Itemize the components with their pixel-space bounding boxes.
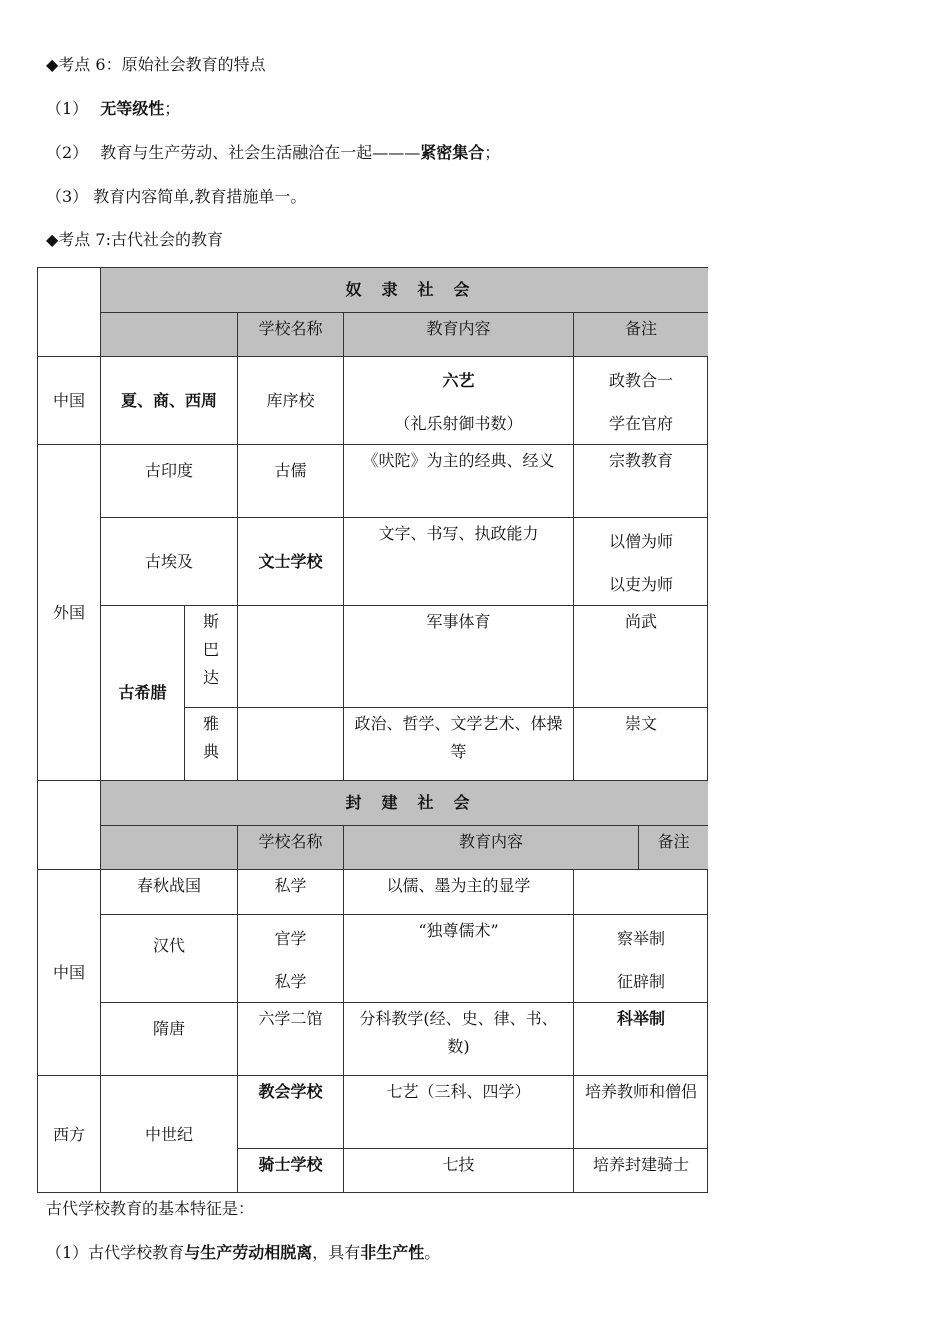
slave-china-content: [344, 357, 574, 445]
summary-point-1: [46, 1240, 440, 1263]
athens-school: [238, 708, 344, 781]
ancient-education-table: [37, 267, 708, 1193]
feudal-china-label: 中国: [38, 870, 101, 1076]
india-note: 宗教教育: [574, 445, 708, 518]
slave-china-note-2: 学在官府: [608, 414, 673, 433]
suitang-note: 科举制: [574, 1003, 708, 1076]
point-2-bold: 紧密集合: [420, 143, 485, 162]
summary-heading: 古代学校教育的基本特征是：: [46, 1199, 255, 1218]
knight-content: 七技: [344, 1149, 574, 1193]
knight-school: 骑士学校: [238, 1149, 344, 1193]
blank-corner-slave: [38, 268, 101, 357]
slave-china-school: 库序校: [238, 357, 344, 445]
slave-china-note: [574, 357, 708, 445]
church-note: 培养教师和僧侣: [574, 1076, 708, 1149]
summary-point-1-lead: （1）古代学校教育: [46, 1243, 185, 1262]
slave-china-note-1: 政教合一: [608, 371, 673, 390]
sparta-school: [238, 606, 344, 708]
summary-point-1-tail: 。: [424, 1243, 441, 1262]
egypt-school: 文士学校: [238, 518, 344, 606]
slave-foreign-label: 外国: [38, 445, 101, 781]
blank-corner-feudal: [38, 781, 101, 870]
suitang-period: 隋唐: [101, 1003, 238, 1076]
point-2: [46, 140, 500, 163]
han-school: [238, 915, 344, 1003]
point-2-num: （2）: [46, 143, 89, 162]
point-2-tail: ；: [484, 143, 501, 162]
athens-content: 政治、哲学、文学艺术、体操等: [344, 708, 574, 781]
slave-china-period: 夏、商、西周: [101, 357, 238, 445]
egypt-note-2: 以吏为师: [608, 575, 673, 594]
slave-society-title-cell: [101, 268, 708, 313]
point-1-bold: 无等级性: [100, 99, 165, 118]
han-school-1: 官学: [274, 929, 307, 948]
athens-label: [185, 708, 238, 781]
feudal-society-title-cell: [101, 781, 708, 826]
point-1-num: （1）: [46, 99, 89, 118]
slave-col-school: 学校名称: [238, 313, 344, 357]
sparta-content: 军事体育: [344, 606, 574, 708]
six-arts-list: （礼乐射御书数）: [394, 414, 523, 433]
chunqiu-school: 私学: [238, 870, 344, 915]
point-3: （3） 教育内容简单,教育措施单一。: [46, 187, 307, 206]
sparta-char-2: 巴: [202, 640, 219, 659]
athens-char-2: 典: [202, 742, 219, 761]
slave-col-note: 备注: [574, 313, 708, 357]
summary-point-1-bold-2: 非生产性: [360, 1243, 425, 1262]
suitang-school: 六学二馆: [238, 1003, 344, 1076]
church-content: 七艺（三科、四学）: [344, 1076, 574, 1149]
feudal-col-school: 学校名称: [238, 826, 344, 870]
suitang-content: 分科教学(经、史、律、书、数): [344, 1003, 574, 1076]
india-content: 《吠陀》为主的经典、经义: [344, 445, 574, 518]
india-school: 古儒: [238, 445, 344, 518]
sparta-label: [185, 606, 238, 708]
egypt-content: 文字、书写、执政能力: [344, 518, 574, 606]
han-school-2: 私学: [274, 972, 307, 991]
han-content: “独尊儒术”: [344, 915, 574, 1003]
sparta-char-3: 达: [202, 668, 219, 687]
summary-point-1-bold-1: 与生产劳动相脱离: [184, 1243, 313, 1262]
chunqiu-period: 春秋战国: [101, 870, 238, 915]
point-1: [46, 96, 180, 119]
feudal-society-title: 封建社会: [345, 793, 490, 812]
athens-note: 崇文: [574, 708, 708, 781]
slave-society-title: 奴隶社会: [345, 280, 490, 299]
han-note-1: 察举制: [616, 929, 665, 948]
church-school: 教会学校: [238, 1076, 344, 1149]
feudal-col-note: 备注: [639, 826, 708, 870]
heading-kaodian-6: ◆考点 6：原始社会教育的特点: [46, 55, 266, 74]
west-label: 西方: [38, 1076, 101, 1193]
egypt-note: [574, 518, 708, 606]
six-arts: 六艺: [442, 371, 475, 390]
athens-char-1: 雅: [202, 714, 219, 733]
sparta-note: 尚武: [574, 606, 708, 708]
greece-name: 古希腊: [101, 606, 185, 781]
heading-kaodian-7: ◆考点 7:古代社会的教育: [46, 230, 223, 249]
feudal-header-blank: [101, 826, 238, 870]
egypt-note-1: 以僧为师: [608, 532, 673, 551]
sparta-char-1: 斯: [202, 612, 219, 631]
han-note-2: 征辟制: [616, 972, 665, 991]
slave-china-label: 中国: [38, 357, 101, 445]
egypt-name: 古埃及: [101, 518, 238, 606]
india-name: 古印度: [101, 445, 238, 518]
point-1-tail: ；: [164, 99, 181, 118]
chunqiu-content: 以儒、墨为主的显学: [344, 870, 574, 915]
slave-col-content: 教育内容: [344, 313, 574, 357]
point-2-text: 教育与生产劳动、社会生活融洽在一起———: [100, 143, 421, 162]
han-note: [574, 915, 708, 1003]
feudal-col-content: 教育内容: [344, 826, 639, 870]
summary-point-1-mid: ，具有: [312, 1243, 361, 1262]
medieval-period: 中世纪: [101, 1076, 238, 1193]
han-period: 汉代: [101, 915, 238, 1003]
chunqiu-note: [574, 870, 708, 915]
slave-header-blank: [101, 313, 238, 357]
knight-note: 培养封建骑士: [592, 1155, 689, 1174]
